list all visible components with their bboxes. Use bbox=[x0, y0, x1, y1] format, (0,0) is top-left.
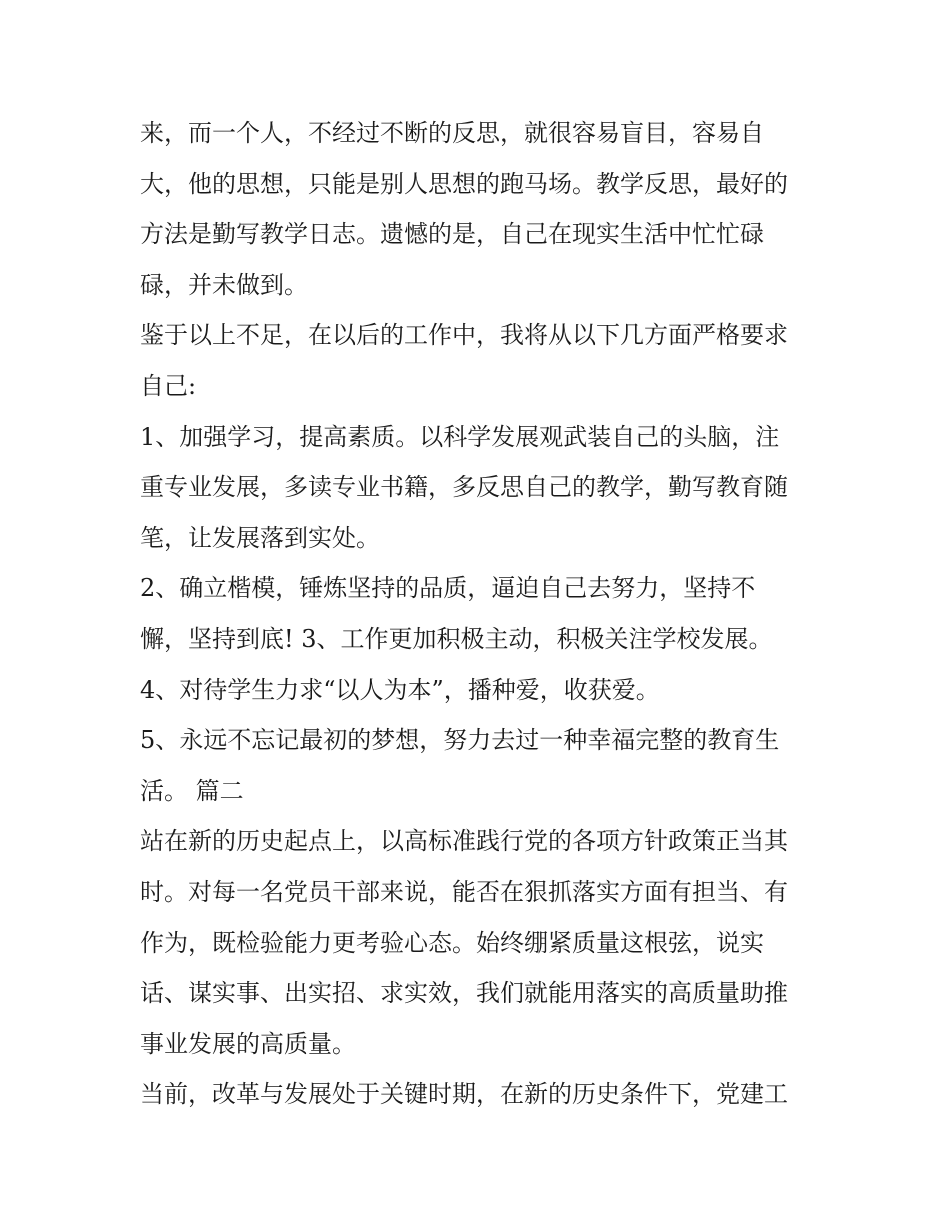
text-line: 作为，既检验能力更考验心态。始终绷紧质量这根弦，说实 bbox=[140, 928, 764, 957]
text-line: 笔，让发展落到实处。 bbox=[140, 523, 380, 552]
text-line: 重专业发展，多读专业书籍，多反思自己的教学，勤写教育随 bbox=[140, 473, 788, 502]
text-line: 当前，改革与发展处于关键时期，在新的历史条件下，党建工 bbox=[140, 1080, 788, 1109]
text-line: 活。 篇二 bbox=[140, 776, 244, 805]
text-line: 大，他的思想，只能是别人思想的跑马场。教学反思，最好的 bbox=[140, 169, 788, 198]
text-line: 站在新的历史起点上，以高标准践行党的各项方针政策正当其 bbox=[140, 827, 788, 856]
text-line: 2、确立楷模，锤炼坚持的品质，逼迫自己去努力，坚持不 bbox=[140, 574, 756, 603]
text-line: 4、对待学生力求“以人为本”，播种爱，收获爱。 bbox=[140, 675, 660, 704]
text-line: 懈，坚持到底! 3、工作更加积极主动，积极关注学校发展。 bbox=[140, 624, 773, 653]
text-line: 事业发展的高质量。 bbox=[140, 1029, 356, 1058]
text-line: 方法是勤写教学日志。遗憾的是，自己在现实生活中忙忙碌 bbox=[140, 220, 764, 249]
text-line: 时。对每一名党员干部来说，能否在狠抓落实方面有担当、有 bbox=[140, 877, 788, 906]
text-line: 1、加强学习，提高素质。以科学发展观武装自己的头脑，注 bbox=[140, 422, 780, 451]
text-line: 自己: bbox=[140, 371, 197, 400]
text-line: 碌，并未做到。 bbox=[140, 270, 308, 299]
text-line: 来，而一个人，不经过不断的反思，就很容易盲目，容易自 bbox=[140, 119, 764, 147]
text-line: 5、永远不忘记最初的梦想，努力去过一种幸福完整的教育生 bbox=[140, 726, 780, 755]
body-text bbox=[140, 108, 820, 1120]
text-line: 话、谋实事、出实招、求实效，我们就能用落实的高质量助推 bbox=[140, 979, 788, 1008]
text-line: 鉴于以上不足，在以后的工作中，我将从以下几方面严格要求 bbox=[140, 321, 788, 350]
